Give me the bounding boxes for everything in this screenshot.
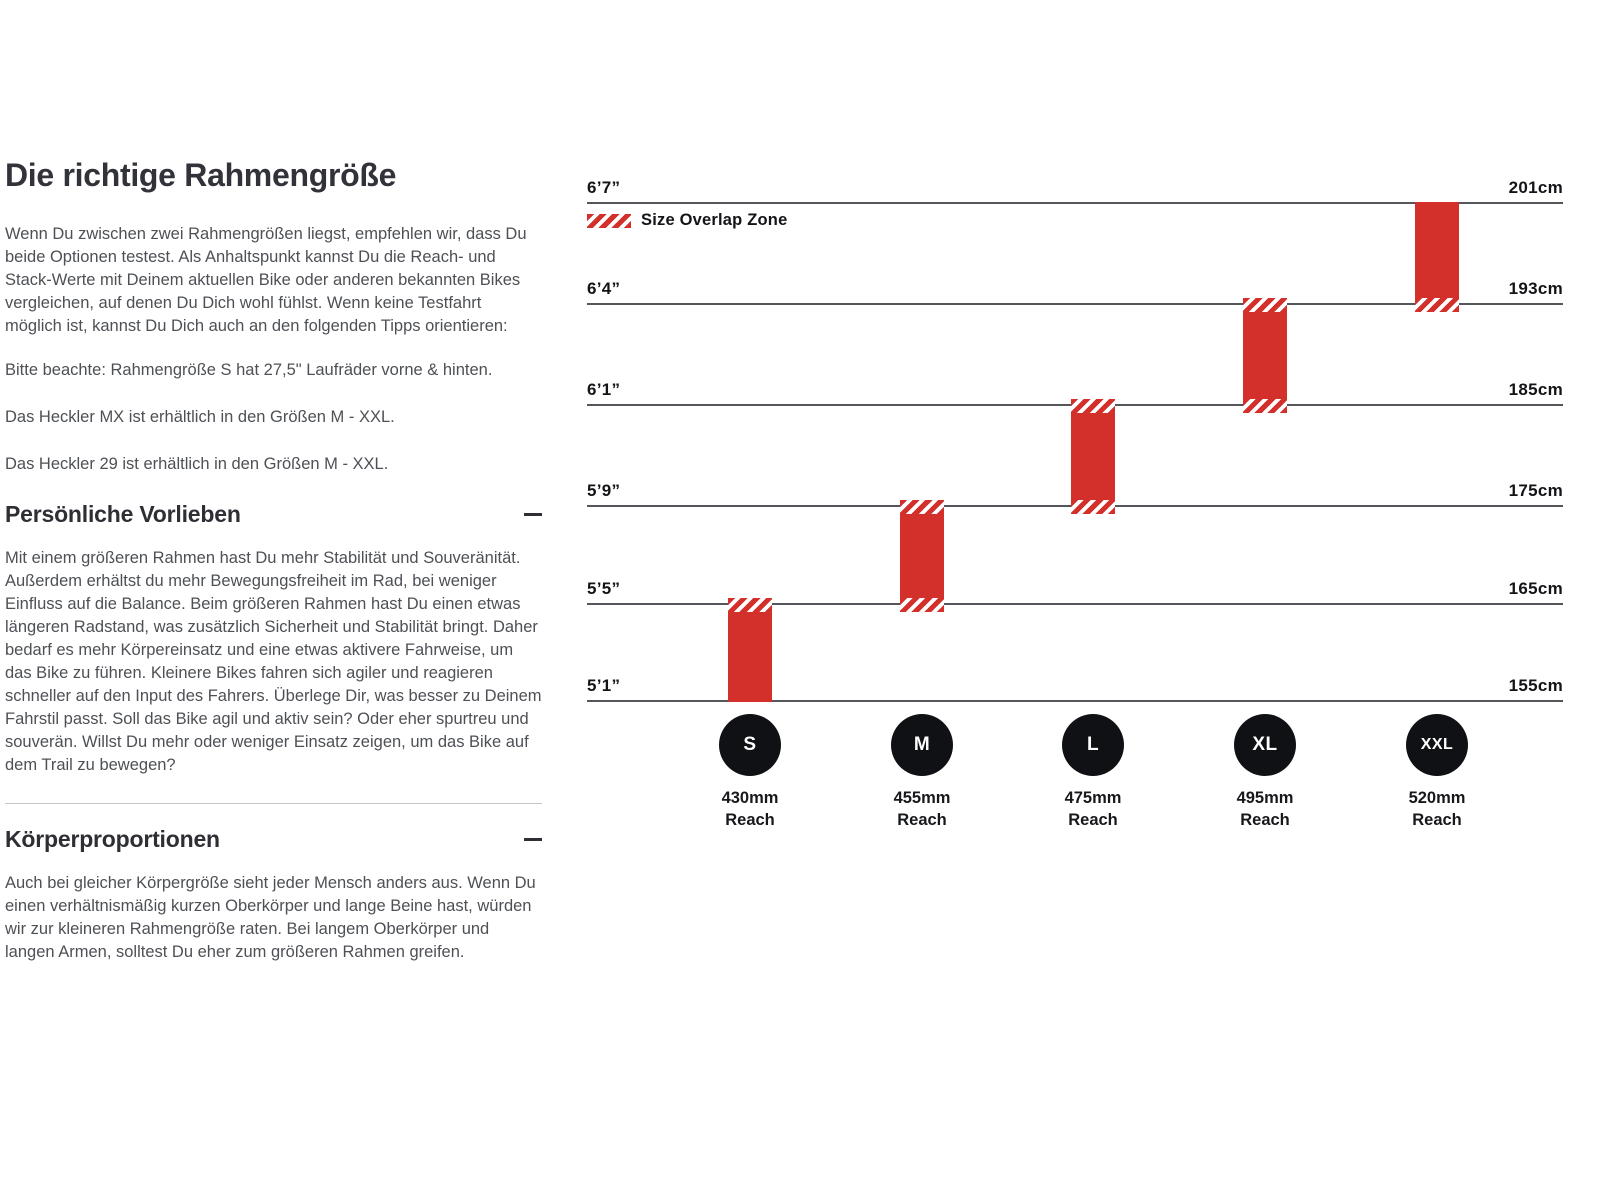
collapse-minus-icon[interactable] bbox=[524, 838, 542, 841]
height-gridline bbox=[587, 303, 1563, 305]
height-label-cm: 185cm bbox=[1508, 380, 1563, 399]
reach-label-s: 430mm Reach bbox=[721, 789, 779, 829]
size-bar-xxl bbox=[1415, 202, 1459, 312]
overlap-zone-bottom-icon bbox=[900, 598, 944, 612]
section-title-personal-preferences: Persönliche Vorlieben bbox=[5, 500, 241, 527]
note-heckler-29: Das Heckler 29 ist erhältlich in den Größen M - XXL. bbox=[5, 454, 389, 473]
section-divider bbox=[5, 803, 542, 804]
section-title-body-proportions: Körperproportionen bbox=[5, 825, 220, 852]
reach-label-m: 455mm Reach bbox=[893, 789, 951, 829]
height-label-ft: 6’4” bbox=[587, 279, 621, 298]
overlap-zone-bottom-icon bbox=[1415, 298, 1459, 312]
section-body-personal-preferences: Mit einem größeren Rahmen hast Du mehr Stabilität und Souveränität. Außerdem erhältst du mehr Bewegungsfreiheit im Rad, bei weniger Einfluss auf die Balance. Beim größeren Rahmen hast Du einen etwas längeren Radstand, was zusätzlich Sicherheit und Stabilität bringt. Daher bedarf es mehr Körpereinsatz und eine etwas aktivere Fahrweise, um das Bike zu führen. Kleinere Bikes fahren sich agiler und reagieren schneller auf den Input des Fahrers. Überlege Dir, was besser zu Deinem Fahrstil passt. Soll das Bike agil und aktiv sein? Oder eher spurtreu und souverän. Willst Du mehr oder weniger Einsatz zeigen, um das Bike auf dem Trail zu bewegen? bbox=[5, 548, 542, 774]
height-label-cm: 155cm bbox=[1508, 676, 1563, 695]
height-label-cm: 165cm bbox=[1508, 579, 1563, 598]
height-label-cm: 201cm bbox=[1508, 178, 1563, 197]
height-label-ft: 5’9” bbox=[587, 481, 621, 500]
section-personal-preferences-header[interactable] bbox=[5, 501, 542, 528]
height-gridline bbox=[587, 404, 1563, 406]
note-wheel-size: Bitte beachte: Rahmengröße S hat 27,5" Laufräder vorne & hinten. bbox=[5, 360, 493, 379]
height-label-cm: 193cm bbox=[1508, 279, 1563, 298]
intro-paragraph: Wenn Du zwischen zwei Rahmengrößen liegst, empfehlen wir, dass Du beide Optionen testest. Als Anhaltspunkt kannst Du die Reach- und Stack-Werte mit Deinem aktuellen Bike oder anderen bekannten Bikes vergleichen, auf denen Du Dich wohl fühlst. Wenn keine Testfahrt möglich ist, kannst Du Dich auch an den folgenden Tipps orientieren: bbox=[5, 224, 527, 335]
overlap-zone-top-icon bbox=[900, 500, 944, 514]
size-overlap-legend bbox=[587, 211, 787, 230]
size-circle-s: S bbox=[719, 714, 781, 776]
height-label-cm: 175cm bbox=[1508, 481, 1563, 500]
height-label-ft: 6’1” bbox=[587, 380, 621, 399]
page-title: Die richtige Rahmengröße bbox=[5, 157, 397, 193]
legend-label: Size Overlap Zone bbox=[641, 211, 788, 229]
overlap-zone-bottom-icon bbox=[1243, 399, 1287, 413]
height-gridline bbox=[587, 603, 1563, 605]
section-body-body-proportions: Auch bei gleicher Körpergröße sieht jeder Mensch anders aus. Wenn Du einen verhältnismäßig kurzen Oberkörper und lange Beine hast, würden wir zur kleineren Rahmengröße raten. Bei langem Oberkörper und langen Armen, solltest Du eher zum größeren Rahmen greifen. bbox=[5, 873, 536, 961]
size-bar-m bbox=[900, 500, 944, 612]
height-gridline bbox=[587, 505, 1563, 507]
size-circle-xl: XL bbox=[1234, 714, 1296, 776]
height-gridline bbox=[587, 202, 1563, 204]
reach-label-xxl: 520mm Reach bbox=[1408, 789, 1466, 829]
overlap-hatch-icon bbox=[587, 214, 631, 228]
collapse-minus-icon[interactable] bbox=[524, 513, 542, 516]
reach-label-xl: 495mm Reach bbox=[1236, 789, 1294, 829]
height-gridline bbox=[587, 700, 1563, 702]
reach-label-l: 475mm Reach bbox=[1064, 789, 1122, 829]
height-label-ft: 5’5” bbox=[587, 579, 621, 598]
size-bar-s bbox=[728, 598, 772, 702]
overlap-zone-top-icon bbox=[728, 598, 772, 612]
section-body-proportions-header[interactable] bbox=[5, 826, 542, 853]
size-bar-l bbox=[1071, 399, 1115, 514]
size-circle-l: L bbox=[1062, 714, 1124, 776]
size-circle-m: M bbox=[891, 714, 953, 776]
height-label-ft: 5’1” bbox=[587, 676, 621, 695]
overlap-zone-top-icon bbox=[1243, 298, 1287, 312]
size-bar-xl bbox=[1243, 298, 1287, 413]
overlap-zone-top-icon bbox=[1071, 399, 1115, 413]
overlap-zone-bottom-icon bbox=[1071, 500, 1115, 514]
height-label-ft: 6’7” bbox=[587, 178, 621, 197]
note-heckler-mx: Das Heckler MX ist erhältlich in den Größen M - XXL. bbox=[5, 407, 395, 426]
size-circle-xxl: XXL bbox=[1406, 714, 1468, 776]
left-text-column bbox=[5, 158, 542, 986]
